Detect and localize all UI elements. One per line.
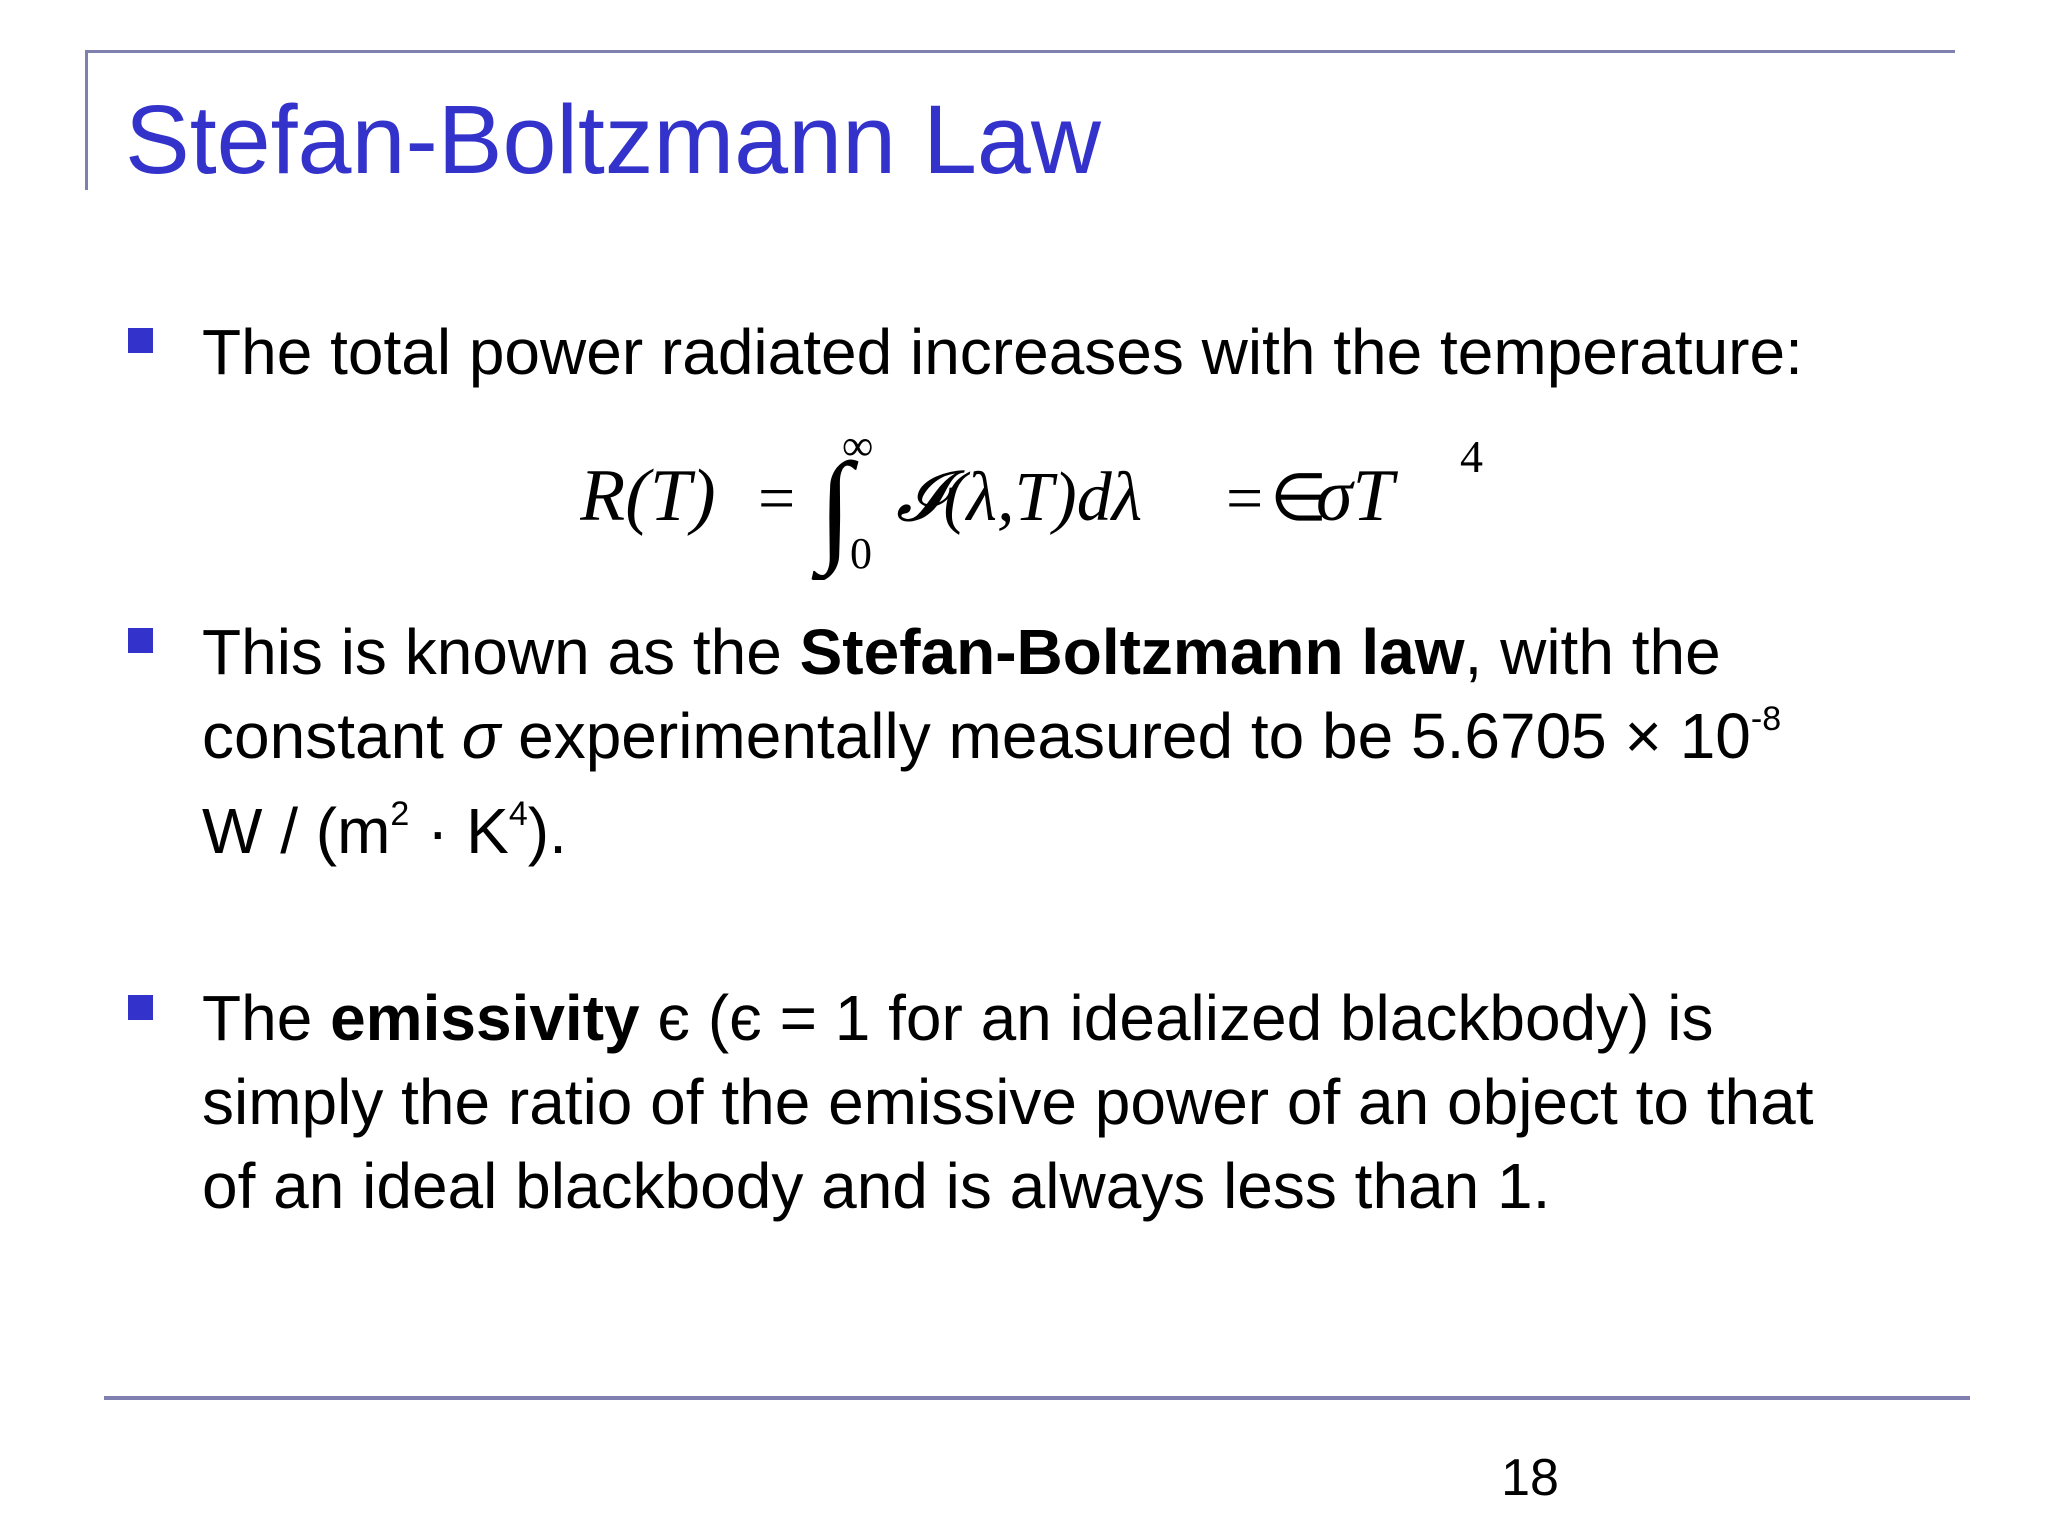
bullet-2-line-1: This is known as the Stefan-Boltzmann law, with the (202, 616, 1721, 688)
bullet-marker-3 (128, 995, 153, 1020)
bullet-1-line-1: The total power radiated increases with the temperature: (202, 316, 1803, 388)
bullet-marker-2 (128, 628, 153, 653)
title-frame-top-line (85, 50, 1955, 53)
formula-upper-limit: ∞ (842, 430, 874, 470)
emissivity-term: emissivity (330, 982, 640, 1054)
formula-epsilon: ∈ (1270, 462, 1328, 535)
exponent-2: 2 (390, 795, 410, 833)
bullet-3-line-3: of an ideal blackbody and is always less than 1. (202, 1150, 1551, 1222)
formula-equals-1: = (758, 462, 796, 535)
stefan-boltzmann-formula (580, 430, 1500, 580)
bullet-2-line-2: constant σ experimentally measured to be $5.6705 \times 10^{-8}$ (202, 700, 1782, 772)
bullet-2-text (202, 610, 1781, 884)
formula-equals-2: = (1226, 462, 1264, 535)
title-frame-left-line (85, 50, 88, 190)
bullet-1-text (202, 310, 1803, 394)
formula-rhs-exponent: 4 (1460, 431, 1483, 482)
footer-divider (104, 1396, 1970, 1400)
formula-rhs: σT (1316, 455, 1394, 537)
page-number: 18 (1501, 1449, 1559, 1507)
bullet-3-line-2: simply the ratio of the emissive power of an object to that (202, 1066, 1814, 1138)
exponent-4: 4 (508, 795, 528, 833)
formula-integral-sign: ∫ (818, 438, 852, 575)
bullet-3-line-1: The emissivity є (є = 1 for an idealized blackbody) is (202, 982, 1714, 1054)
bullet-2-line-3: $W / (m^2 \cdot K^4)$. (202, 795, 567, 867)
exponent-minus-8: -8 (1750, 700, 1782, 738)
formula-lower-limit: 0 (850, 529, 872, 578)
formula-lhs: R(T) (580, 455, 716, 537)
stefan-boltzmann-law-term: Stefan-Boltzmann law (799, 616, 1465, 688)
formula-integrand: 𝓘(λ,T)dλ (896, 459, 1143, 536)
bullet-3-text (202, 976, 1813, 1228)
sigma-symbol: σ (461, 700, 501, 772)
bullet-marker-1 (128, 328, 153, 353)
slide-title: Stefan-Boltzmann Law (125, 85, 1101, 194)
